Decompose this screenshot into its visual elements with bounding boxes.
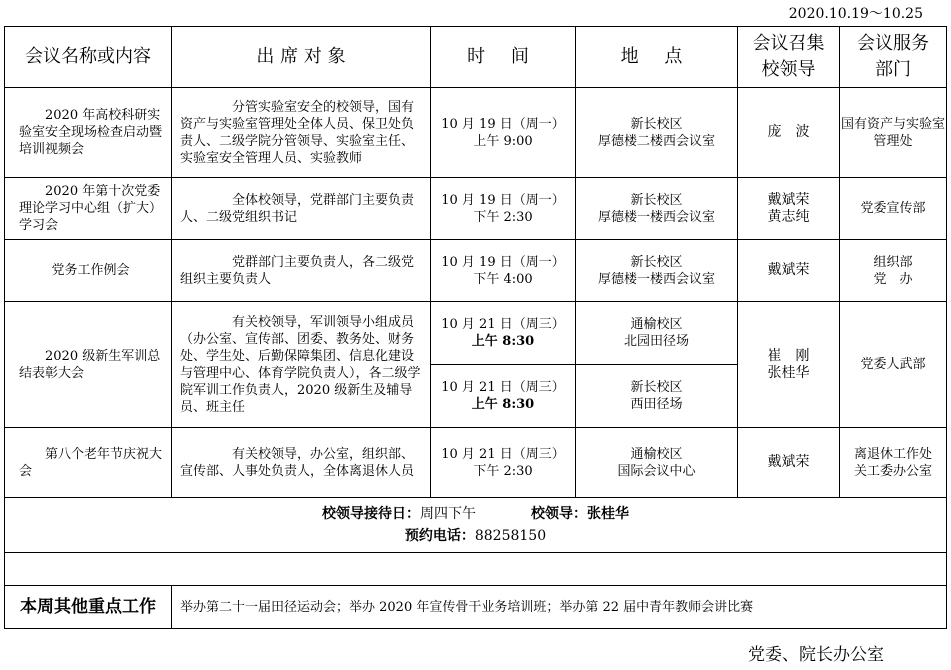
meeting-time: 10 月 21 日（周三） 下午 2:30 — [431, 428, 576, 498]
header-name: 会议名称或内容 — [5, 27, 172, 88]
meeting-attendees: 全体校领导，党群部门主要负责人、二级党组织书记 — [172, 178, 431, 240]
reception-phone-value: 88258150 — [474, 528, 547, 544]
meeting-convener: 庞 波 — [738, 88, 840, 178]
reception-leader-value: 张桂华 — [586, 506, 629, 522]
meeting-name: 党务工作例会 — [5, 240, 172, 302]
meeting-time: 10 月 21 日（周三） 上午 8:30 — [431, 365, 576, 428]
meeting-place: 通榆校区 国际会议中心 — [576, 428, 738, 498]
meeting-service: 国有资产与实验室管理处 — [840, 88, 947, 178]
meeting-service: 组织部 党 办 — [840, 240, 947, 302]
table-row — [5, 428, 947, 498]
meeting-time: 10 月 21 日（周三） 上午 8:30 — [431, 302, 576, 365]
meeting-time: 10 月 19 日（周一） 下午 2:30 — [431, 178, 576, 240]
meeting-service: 党委宣传部 — [840, 178, 947, 240]
meeting-attendees: 党群部门主要负责人，各二级党组织主要负责人 — [172, 240, 431, 302]
header-service: 会议服务 部门 — [840, 27, 947, 88]
meeting-convener: 崔 刚 张桂华 — [738, 302, 840, 428]
meeting-convener: 戴斌荣 — [738, 240, 840, 302]
meeting-place: 新长校区 厚德楼一楼西会议室 — [576, 178, 738, 240]
reception-day-value: 周四下午 — [420, 506, 477, 522]
header-time: 时 间 — [431, 27, 576, 88]
table-row — [5, 88, 947, 178]
header-convener: 会议召集 校领导 — [738, 27, 840, 88]
blank-row — [5, 553, 947, 586]
meeting-attendees: 分管实验室安全的校领导，国有资产与实验室管理处全体人员、保卫处负责人、二级学院分管领导、实验室主任、实验室安全管理人员、实验教师 — [172, 88, 431, 178]
date-range: 2020.10.19～10.25 — [788, 6, 923, 22]
meeting-service: 离退休工作处 关工委办公室 — [840, 428, 947, 498]
meeting-attendees: 有关校领导，办公室，组织部、宣传部、人事处负责人，全体离退休人员 — [172, 428, 431, 498]
issuer-footer: 党委、院长办公室 — [748, 645, 884, 665]
table-row — [5, 178, 947, 240]
table-row — [5, 240, 947, 302]
header-place: 地 点 — [576, 27, 738, 88]
meeting-time: 10 月 19 日（周一） 上午 9:00 — [431, 88, 576, 178]
meeting-convener: 戴斌荣 黄志纯 — [738, 178, 840, 240]
meeting-name: 2020 年高校科研实验室安全现场检查启动暨培训视频会 — [5, 88, 172, 178]
reception-row — [5, 498, 947, 553]
meeting-time: 10 月 19 日（周一） 下午 4:00 — [431, 240, 576, 302]
meeting-service: 党委人武部 — [840, 302, 947, 428]
table-row — [5, 302, 947, 365]
meeting-place: 通榆校区 北园田径场 — [576, 302, 738, 365]
reception-info — [5, 498, 947, 553]
reception-phone-label: 预约电话： — [404, 528, 475, 544]
reception-day-label: 校领导接待日： — [322, 506, 421, 522]
meeting-place: 新长校区 厚德楼一楼西会议室 — [576, 240, 738, 302]
other-work-text: 举办第二十一届田径运动会；举办 2020 年宣传骨干业务培训班；举办第 22 届中青年教师会讲比赛 — [172, 586, 947, 629]
reception-leader-label: 校领导： — [530, 506, 587, 522]
header-row — [5, 27, 947, 88]
meeting-convener: 戴斌荣 — [738, 428, 840, 498]
other-work-row — [5, 586, 947, 629]
meeting-name: 2020 级新生军训总结表彰大会 — [5, 302, 172, 428]
meeting-name: 2020 年第十次党委理论学习中心组（扩大）学习会 — [5, 178, 172, 240]
meeting-name: 第八个老年节庆祝大会 — [5, 428, 172, 498]
other-work-label: 本周其他重点工作 — [5, 586, 172, 629]
meeting-attendees: 有关校领导，军训领导小组成员（办公室、宣传部、团委、教务处、财务处、学生处、后勤保障集团、信息化建设与管理中心、体育学院负责人），各二级学院军训工作负责人，2020 级新生及辅导员、班主任 — [172, 302, 431, 428]
header-attendees: 出 席 对 象 — [172, 27, 431, 88]
meeting-schedule-table — [4, 26, 947, 629]
meeting-place: 新长校区 厚德楼二楼西会议室 — [576, 88, 738, 178]
meeting-place: 新长校区 西田径场 — [576, 365, 738, 428]
